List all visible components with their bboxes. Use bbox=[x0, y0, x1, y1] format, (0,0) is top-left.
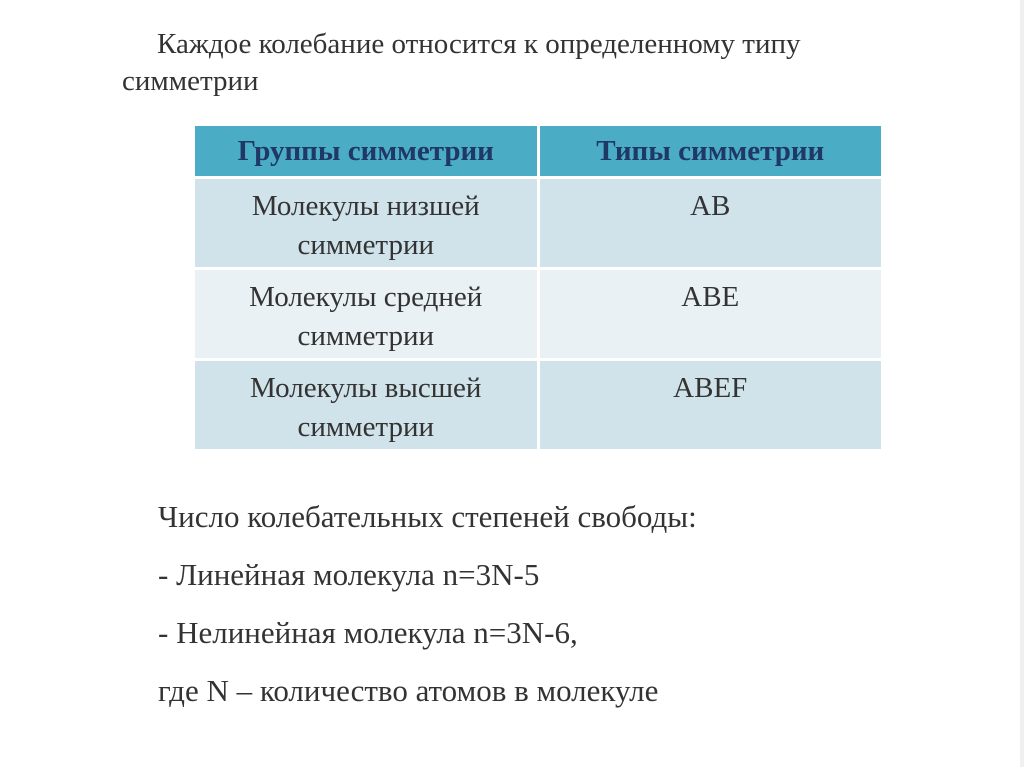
symmetry-table bbox=[195, 126, 881, 452]
cell-group: Молекулы высшей симметрии bbox=[195, 360, 538, 451]
header-symmetry-groups: Группы симметрии bbox=[195, 126, 538, 178]
cell-types: АВЕ bbox=[538, 269, 881, 360]
cell-group: Молекулы средней симметрии bbox=[195, 269, 538, 360]
intro-text: Каждое колебание относится к определенному типу симметрии bbox=[122, 28, 801, 97]
notes-nonlinear-molecule: - Нелинейная молекула n=3N-6, bbox=[158, 615, 578, 650]
notes-heading: Число колебательных степеней свободы: bbox=[158, 499, 697, 534]
degrees-of-freedom-notes bbox=[158, 488, 938, 720]
table-row bbox=[195, 269, 881, 360]
notes-linear-molecule: - Линейная молекула n=3N-5 bbox=[158, 557, 540, 592]
cell-group: Молекулы низшей симметрии bbox=[195, 178, 538, 269]
cell-types: АВЕF bbox=[538, 360, 881, 451]
notes-atom-count: где N – количество атомов в молекуле bbox=[158, 673, 659, 708]
header-symmetry-types: Типы симметрии bbox=[538, 126, 881, 178]
table-row bbox=[195, 360, 881, 451]
page-edge-shadow bbox=[1020, 0, 1024, 767]
table-row bbox=[195, 178, 881, 269]
cell-types: АВ bbox=[538, 178, 881, 269]
table-header-row bbox=[195, 126, 881, 178]
